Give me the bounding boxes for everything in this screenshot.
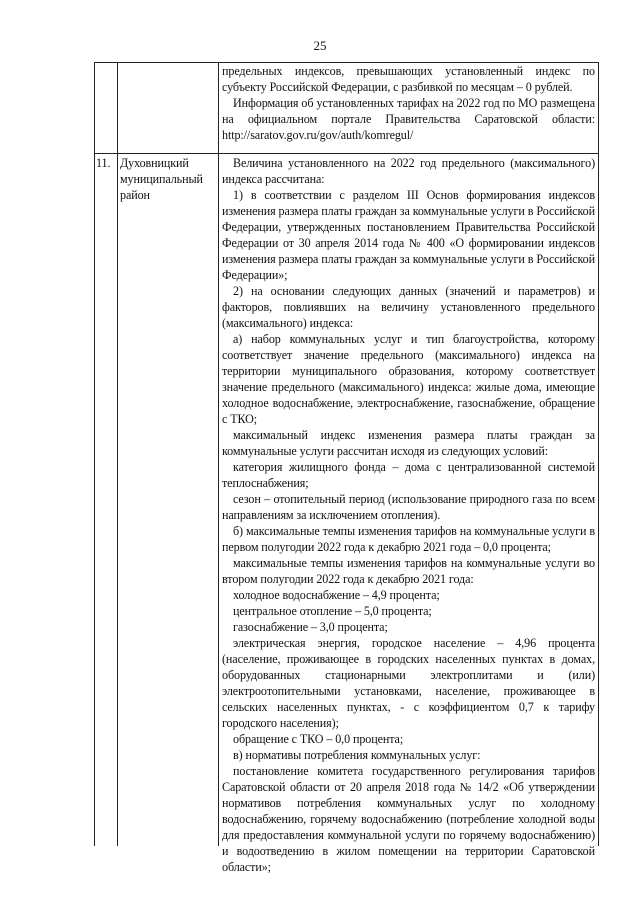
paragraph: газоснабжение – 3,0 процента; xyxy=(233,620,388,634)
district-name-text: Духовницкий муниципальный район xyxy=(120,156,203,202)
paragraph: обращение с ТКО – 0,0 процента; xyxy=(233,732,404,746)
paragraph: холодное водоснабжение – 4,9 процента; xyxy=(233,588,440,602)
paragraph: 2) на основании следующих данных (значений и параметров) и факторов, повлиявших на величину установленного предельного (максимального) индекса: xyxy=(222,284,595,330)
table-border-col1 xyxy=(117,62,118,846)
paragraph: электрическая энергия, городское население – 4,96 процента (население, проживающее в городских населенных пунктах в домах, оборудованных стационарными электроплитами и (или) электроотопительными установками, население, проживающее в сельских населенных пунктах, - с коэффициентом 0,7 к тарифу городского населения); xyxy=(222,636,595,730)
paragraph: сезон – отопительный период (использование природного газа по всем направлениям за исключением отопления). xyxy=(222,492,595,522)
district-name xyxy=(120,155,214,203)
paragraph: а) набор коммунальных услуг и тип благоустройства, которому соответствует значение предельного (максимального) индекса на территории муниципального образования, которому соответствует значение предельного (максимального) индекса: жилые дома, имеющие холодное водоснабжение, электроснабжение, газоснабжение, обращение с ТКО; xyxy=(222,332,595,426)
paragraph: 1) в соответствии с разделом III Основ формирования индексов изменения размера платы граждан за коммунальные услуги в Российской Федерации, утвержденных постановлением Правительства Российской Федерации от 30 апреля 2014 года № 400 «О формировании индексов изменения размера платы граждан за коммунальные услуги в Российской Федерации»; xyxy=(222,188,595,282)
paragraph: категория жилищного фонда – дома с централизованной системой теплоснабжения; xyxy=(222,460,595,490)
table-border-right xyxy=(598,62,599,846)
row-11-text xyxy=(222,155,595,875)
row-divider xyxy=(94,153,599,154)
top-row-text xyxy=(222,63,595,143)
table-border-col2 xyxy=(218,62,219,846)
paragraph: максимальный индекс изменения размера платы граждан за коммунальные услуги рассчитан исходя из следующих условий: xyxy=(222,428,595,458)
paragraph: в) нормативы потребления коммунальных услуг: xyxy=(233,748,481,762)
top-row-paragraph-1: предельных индексов, превышающих установленный индекс по субъекту Российской Федерации, с разбивкой по месяцам – 0 рублей. xyxy=(222,64,595,94)
page-number: 25 xyxy=(313,38,327,53)
paragraph: максимальные темпы изменения тарифов на коммунальные услуги во втором полугодии 2022 года к декабрю 2021 года: xyxy=(222,556,595,586)
paragraph: Величина установленного на 2022 год предельного (максимального) индекса рассчитана: xyxy=(222,156,595,186)
table-border-left xyxy=(94,62,95,846)
paragraph: постановление комитета государственного регулирования тарифов Саратовской области от 20 апреля 2018 года № 14/2 «Об утверждении нормативов потребления коммунальных услуг по холодному водоснабжению, горячему водоснабжению (потребление холодной воды для предоставления коммунальной услуги по горячему водоснабжению) и водоотведению в жилом помещении на территории Саратовской области»; xyxy=(222,764,595,874)
paragraph: центральное отопление – 5,0 процента; xyxy=(233,604,432,618)
top-row-paragraph-2: Информация об установленных тарифах на 2022 год по МО размещена на официальном портале Правительства Саратовской области: http://saratov.gov.ru/gov/auth/komregul/ xyxy=(222,96,595,142)
paragraph: б) максимальные темпы изменения тарифов на коммунальные услуги в первом полугодии 2022 года к декабрю 2021 года – 0,0 процента; xyxy=(222,524,595,554)
row-number: 11. xyxy=(96,156,111,170)
